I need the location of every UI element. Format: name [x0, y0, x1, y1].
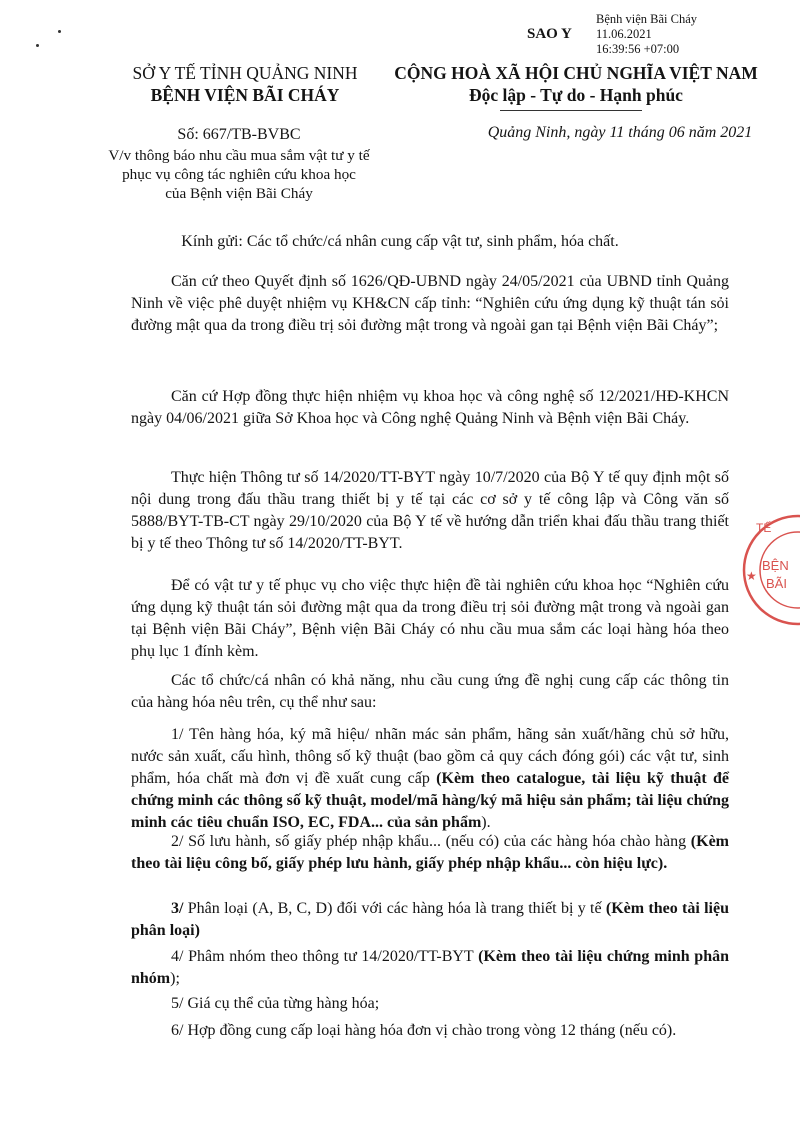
seal-star: ★: [746, 569, 757, 583]
item-emphasis: (Kèm theo catalogue, tài liệu kỹ thuật để chứng minh các thông số kỹ thuật, model/mã hàng/ký mã hiệu sản phẩm; tài liệu chứng minh các tiêu chuẩn ISO, EC, FDA... của sản phẩm: [131, 770, 730, 831]
motto: Độc lập - Tự do - Hạnh phúc: [469, 85, 683, 105]
copy-label: SAO Y: [527, 26, 572, 42]
issuer-block: [95, 62, 395, 106]
signer-name: Bệnh viện Bãi Cháy: [596, 12, 698, 26]
requirement-item-1: [131, 724, 729, 834]
seal-text: TẾ: [756, 521, 772, 535]
requirement-item-4: [131, 946, 729, 990]
requirement-item-3: [131, 898, 729, 942]
seal-text: BỆN: [762, 558, 789, 573]
item-emphasis: (Kèm theo tài liệu phân loại): [131, 900, 730, 939]
item-text: 1/ Tên hàng hóa, ký mã hiệu/ nhãn mác sản phẩm, hãng sản xuất/hãng chủ sở hữu, nước sản xuất, cấu hình, thông số kỹ thuật (bao gồm cả quy cách đóng gói) các vật tư, sinh phẩm, hóa chất mà đơn vị đề xuất cung cấp: [131, 726, 729, 787]
paragraph-text: Thực hiện Thông tư số 14/2020/TT-BYT ngày 10/7/2020 của Bộ Y tế quy định một số nội dung trong đấu thầu trang thiết bị y tế tại các cơ sở y tế công lập và Công văn số 5888/BYT-TB-CT ngày 29/10/2020 của Bộ Y tế về hướng dẫn triển khai đấu thầu trang thiết bị y tế theo Thông tư số 14/2020/TT-BYT.: [131, 469, 729, 552]
requirement-item-5: [131, 993, 729, 1015]
scan-speck: [36, 44, 39, 47]
paragraph-text: Các tổ chức/cá nhân có khả năng, nhu cầu cung ứng đề nghị cung cấp các thông tin của hàng hóa nêu trên, cụ thể như sau:: [131, 672, 729, 711]
paragraph-legal-basis-1: [131, 271, 729, 337]
item-end: );: [170, 970, 180, 987]
item-emphasis: (Kèm theo tài liệu chứng minh phân nhóm: [131, 948, 729, 987]
paragraph-request: [131, 670, 729, 714]
recipient-line: Kính gửi: Các tổ chức/cá nhân cung cấp vật tư, sinh phẩm, hóa chất.: [181, 233, 619, 250]
subject-line: của Bệnh viện Bãi Cháy: [165, 185, 313, 202]
paragraph-legal-basis-2: [131, 386, 729, 430]
signature-date: 11.06.2021: [596, 27, 652, 41]
nation-name: CỘNG HOÀ XÃ HỘI CHỦ NGHĨA VIỆT NAM: [394, 63, 758, 83]
item-number: 3/: [171, 900, 184, 917]
item-emphasis: (Kèm theo tài liệu công bố, giấy phép lưu hành, giấy phép nhập khẩu... còn hiệu lực).: [131, 833, 729, 872]
paragraph-text: Để có vật tư y tế phục vụ cho việc thực hiện đề tài nghiên cứu khoa học “Nghiên cứu ứng dụng kỹ thuật tán sỏi đường mật qua da trong điều trị sỏi đường mật trong và ngoài gan tại Bệnh viện Bãi Cháy”, Bệnh viện Bãi Cháy có nhu cầu mua sắm các loại hàng hóa theo phụ lục 1 đính kèm.: [131, 577, 729, 660]
red-seal-stamp: [736, 510, 800, 630]
item-end: ).: [481, 814, 491, 831]
item-text: 5/ Giá cụ thể của từng hàng hóa;: [171, 995, 380, 1012]
subject-line: phục vụ công tác nghiên cứu khoa học: [122, 166, 356, 183]
signature-time: 16:39:56 +07:00: [596, 42, 680, 56]
paragraph-text: Căn cứ theo Quyết định số 1626/QĐ-UBND ngày 24/05/2021 của UBND tỉnh Quảng Ninh về việc phê duyệt nhiệm vụ KH&CN cấp tỉnh: “Nghiên cứu ứng dụng kỹ thuật tán sỏi đường mật qua da trong điều trị sỏi đường mật trong và ngoài gan tại Bệnh viện Bãi Cháy”;: [131, 273, 729, 334]
document-subject: [100, 146, 378, 203]
seal-text: BÃI: [766, 576, 787, 591]
paragraph-purpose: [131, 575, 729, 663]
national-heading: [388, 62, 764, 106]
item-text: 4/ Phâm nhóm theo thông tư 14/2020/TT-BYT: [171, 948, 479, 965]
paragraph-text: Căn cứ Hợp đồng thực hiện nhiệm vụ khoa học và công nghệ số 12/2021/HĐ-KHCN ngày 04/06/2021 giữa Sở Khoa học và Công nghệ Quảng Ninh và Bệnh viện Bãi Cháy.: [131, 388, 729, 427]
item-text: Phân loại (A, B, C, D) đối với các hàng hóa là trang thiết bị y tế: [183, 900, 606, 917]
place-and-date: Quảng Ninh, ngày 11 tháng 06 năm 2021: [487, 124, 753, 141]
requirement-item-6: [131, 1020, 729, 1042]
document-number: Số: 667/TB-BVBC: [177, 126, 301, 143]
agency-name: SỞ Y TẾ TỈNH QUẢNG NINH: [132, 63, 358, 83]
subject-line: V/v thông báo nhu cầu mua sắm vật tư y tế: [108, 147, 370, 164]
requirement-item-2: [131, 831, 729, 875]
scan-speck: [58, 30, 61, 33]
digital-signature-info: [596, 12, 697, 57]
hospital-name: BỆNH VIỆN BÃI CHÁY: [150, 85, 340, 105]
paragraph-implementation: [131, 467, 729, 555]
motto-underline: [500, 110, 642, 111]
item-text: 2/ Số lưu hành, số giấy phép nhập khẩu... (nếu có) của các hàng hóa chào hàng: [171, 833, 691, 850]
item-text: 6/ Hợp đồng cung cấp loại hàng hóa đơn vị chào trong vòng 12 tháng (nếu có).: [171, 1022, 677, 1039]
